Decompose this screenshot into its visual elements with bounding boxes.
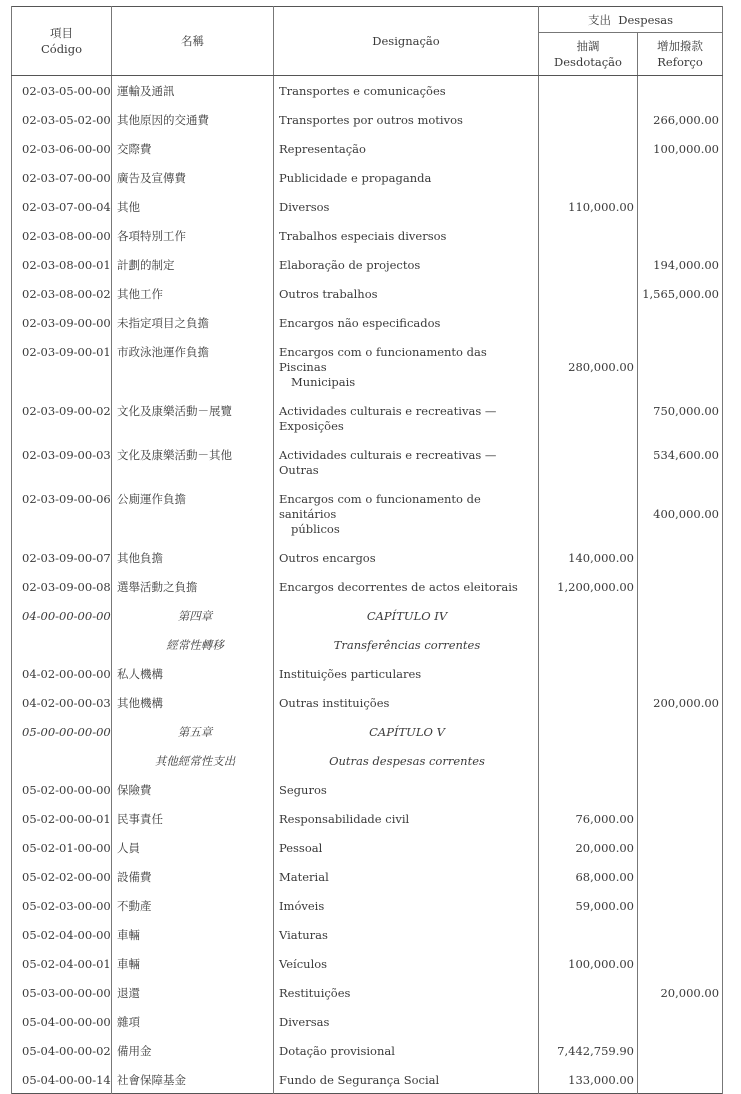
row-code: 05-02-04-00-01 xyxy=(12,948,112,977)
row-deduct xyxy=(539,832,638,861)
table-row xyxy=(12,832,723,861)
table-row xyxy=(12,278,723,307)
row-deduct xyxy=(539,133,638,162)
header-reinforce-zh: 增加撥款 xyxy=(657,39,703,53)
row-deduct-value: 280,000.00 xyxy=(568,360,634,374)
row-designation-text: Fundo de Segurança Social xyxy=(279,1073,440,1087)
row-code: 02-03-09-00-01 xyxy=(12,336,112,395)
table-row xyxy=(12,948,723,977)
row-reinforce xyxy=(638,687,723,716)
row-name-zh: 其他負擔 xyxy=(112,542,274,571)
row-deduct-value: 59,000.00 xyxy=(575,899,634,913)
row-designation-continued: Municipais xyxy=(291,375,356,389)
row-designation xyxy=(274,249,539,278)
header-code xyxy=(12,7,112,76)
row-designation-text: Seguros xyxy=(279,783,327,797)
row-designation xyxy=(274,133,539,162)
row-designation-text: Outras despesas correntes xyxy=(329,754,485,768)
row-name-zh: 車輛 xyxy=(112,919,274,948)
table-row xyxy=(12,483,723,542)
table-row xyxy=(12,395,723,439)
row-deduct-value: 100,000.00 xyxy=(568,957,634,971)
row-deduct xyxy=(539,162,638,191)
row-designation-continued: públicos xyxy=(291,522,340,536)
header-reinforce-pt: Reforço xyxy=(657,55,703,69)
row-designation xyxy=(274,104,539,133)
budget-table xyxy=(11,6,723,1094)
row-designation-text: Outros trabalhos xyxy=(279,287,378,301)
row-reinforce-value: 1,565,000.00 xyxy=(642,287,720,301)
row-designation-text: Viaturas xyxy=(279,928,328,942)
row-designation-text: Material xyxy=(279,870,329,884)
row-name-zh: 人員 xyxy=(112,832,274,861)
row-reinforce xyxy=(638,191,723,220)
row-code: 04-00-00-00-00 xyxy=(12,600,112,629)
row-reinforce xyxy=(638,395,723,439)
header-deduct xyxy=(539,33,638,76)
row-deduct-value: 7,442,759.90 xyxy=(557,1044,634,1058)
row-code: 02-03-08-00-01 xyxy=(12,249,112,278)
row-deduct xyxy=(539,861,638,890)
row-designation-text: Pessoal xyxy=(279,841,323,855)
row-designation xyxy=(274,162,539,191)
row-designation-text: Restituições xyxy=(279,986,351,1000)
row-name-zh: 文化及康樂活動－展覽 xyxy=(112,395,274,439)
table-heading-row xyxy=(12,716,723,745)
row-deduct xyxy=(539,571,638,600)
row-name-zh: 其他經常性支出 xyxy=(112,745,274,774)
row-deduct xyxy=(539,687,638,716)
table-row xyxy=(12,191,723,220)
row-deduct xyxy=(539,1006,638,1035)
row-reinforce-value: 750,000.00 xyxy=(653,404,720,418)
row-deduct xyxy=(539,395,638,439)
row-name-zh: 廣告及宣傳費 xyxy=(112,162,274,191)
row-designation xyxy=(274,716,539,745)
row-reinforce xyxy=(638,948,723,977)
row-reinforce xyxy=(638,658,723,687)
row-reinforce xyxy=(638,571,723,600)
header-name-zh: 名稱 xyxy=(112,7,274,76)
row-code: 05-04-00-00-14 xyxy=(12,1064,112,1094)
row-code: 05-02-00-00-01 xyxy=(12,803,112,832)
row-deduct xyxy=(539,977,638,1006)
row-designation xyxy=(274,687,539,716)
row-designation xyxy=(274,307,539,336)
row-name-zh: 私人機構 xyxy=(112,658,274,687)
row-deduct xyxy=(539,483,638,542)
row-deduct xyxy=(539,439,638,483)
row-reinforce xyxy=(638,600,723,629)
row-name-zh: 文化及康樂活動－其他 xyxy=(112,439,274,483)
table-row xyxy=(12,76,723,105)
row-designation-text: Transportes por outros motivos xyxy=(279,113,463,127)
row-reinforce-value: 534,600.00 xyxy=(653,448,720,462)
row-deduct-value: 20,000.00 xyxy=(575,841,634,855)
row-deduct xyxy=(539,1064,638,1094)
row-name-zh: 運輸及通訊 xyxy=(112,76,274,105)
row-deduct xyxy=(539,76,638,105)
row-reinforce-value: 400,000.00 xyxy=(653,507,720,521)
row-designation xyxy=(274,890,539,919)
row-code: 02-03-09-00-06 xyxy=(12,483,112,542)
row-name-zh: 保險費 xyxy=(112,774,274,803)
table-body xyxy=(12,76,723,1094)
row-name-zh: 其他工作 xyxy=(112,278,274,307)
header-deduct-pt: Desdotação xyxy=(554,55,622,69)
row-name-zh: 選舉活動之負擔 xyxy=(112,571,274,600)
row-designation xyxy=(274,803,539,832)
row-designation xyxy=(274,745,539,774)
row-code: 05-02-02-00-00 xyxy=(12,861,112,890)
row-reinforce xyxy=(638,629,723,658)
row-deduct xyxy=(539,745,638,774)
row-reinforce xyxy=(638,716,723,745)
row-code: 02-03-06-00-00 xyxy=(12,133,112,162)
row-reinforce xyxy=(638,861,723,890)
header-code-zh: 項目 xyxy=(50,26,73,40)
row-deduct-value: 68,000.00 xyxy=(575,870,634,884)
row-deduct xyxy=(539,307,638,336)
row-designation xyxy=(274,1064,539,1094)
row-name-zh: 設備費 xyxy=(112,861,274,890)
row-reinforce xyxy=(638,307,723,336)
row-reinforce xyxy=(638,104,723,133)
row-code: 02-03-05-02-00 xyxy=(12,104,112,133)
table-row xyxy=(12,220,723,249)
row-designation-text: Dotação provisional xyxy=(279,1044,395,1058)
row-code: 04-02-00-00-00 xyxy=(12,658,112,687)
row-deduct xyxy=(539,716,638,745)
row-code: 05-04-00-00-02 xyxy=(12,1035,112,1064)
row-deduct xyxy=(539,658,638,687)
row-reinforce-value: 100,000.00 xyxy=(653,142,720,156)
row-code: 02-03-07-00-04 xyxy=(12,191,112,220)
budget-table-container xyxy=(11,6,721,1094)
row-designation xyxy=(274,919,539,948)
row-name-zh: 計劃的制定 xyxy=(112,249,274,278)
row-reinforce-value: 266,000.00 xyxy=(653,113,720,127)
row-designation xyxy=(274,832,539,861)
row-name-zh: 雜項 xyxy=(112,1006,274,1035)
row-deduct xyxy=(539,890,638,919)
row-deduct xyxy=(539,542,638,571)
row-name-zh: 不動產 xyxy=(112,890,274,919)
row-name-zh: 其他機構 xyxy=(112,687,274,716)
row-name-zh: 車輛 xyxy=(112,948,274,977)
row-reinforce-value: 194,000.00 xyxy=(653,258,720,272)
row-code: 05-02-00-00-00 xyxy=(12,774,112,803)
row-name-zh: 經常性轉移 xyxy=(112,629,274,658)
row-deduct xyxy=(539,600,638,629)
row-name-zh: 民事責任 xyxy=(112,803,274,832)
row-reinforce xyxy=(638,542,723,571)
header-code-pt: Código xyxy=(40,42,83,56)
row-designation-text: Representação xyxy=(279,142,366,156)
row-designation xyxy=(274,439,539,483)
row-designation xyxy=(274,542,539,571)
row-deduct xyxy=(539,774,638,803)
row-reinforce xyxy=(638,133,723,162)
row-name-zh: 第五章 xyxy=(112,716,274,745)
row-designation-text: Diversas xyxy=(279,1015,330,1029)
row-designation xyxy=(274,76,539,105)
row-designation-text: CAPÍTULO V xyxy=(369,725,445,739)
row-reinforce xyxy=(638,1064,723,1094)
row-designation-text: Encargos com o funcionamento de sanitários xyxy=(279,492,481,521)
row-code: 02-03-09-00-07 xyxy=(12,542,112,571)
table-heading-row xyxy=(12,745,723,774)
row-reinforce xyxy=(638,890,723,919)
row-designation-text: Elaboração de projectos xyxy=(279,258,421,272)
row-reinforce xyxy=(638,774,723,803)
row-name-zh: 其他原因的交通費 xyxy=(112,104,274,133)
table-row xyxy=(12,162,723,191)
row-reinforce xyxy=(638,162,723,191)
row-designation xyxy=(274,948,539,977)
row-reinforce xyxy=(638,76,723,105)
table-row xyxy=(12,890,723,919)
row-designation xyxy=(274,191,539,220)
row-reinforce xyxy=(638,278,723,307)
row-code: 02-03-09-00-02 xyxy=(12,395,112,439)
row-name-zh: 未指定項目之負擔 xyxy=(112,307,274,336)
row-name-zh: 社會保障基金 xyxy=(112,1064,274,1094)
row-code: 05-02-01-00-00 xyxy=(12,832,112,861)
row-code xyxy=(12,629,112,658)
row-deduct-value: 140,000.00 xyxy=(568,551,634,565)
table-row xyxy=(12,336,723,395)
row-deduct xyxy=(539,919,638,948)
row-reinforce xyxy=(638,336,723,395)
row-designation xyxy=(274,600,539,629)
row-reinforce xyxy=(638,1006,723,1035)
table-header xyxy=(12,7,723,76)
header-deduct-zh: 抽調 xyxy=(576,39,600,53)
table-row xyxy=(12,307,723,336)
row-deduct-value: 1,200,000.00 xyxy=(557,580,634,594)
row-code: 02-03-09-00-00 xyxy=(12,307,112,336)
row-code: 05-03-00-00-00 xyxy=(12,977,112,1006)
header-reinforce xyxy=(638,33,723,76)
table-heading-row xyxy=(12,629,723,658)
row-designation xyxy=(274,336,539,395)
row-name-zh: 備用金 xyxy=(112,1035,274,1064)
row-designation-text: Outros encargos xyxy=(279,551,376,565)
row-code: 02-03-09-00-08 xyxy=(12,571,112,600)
table-row xyxy=(12,1035,723,1064)
row-designation-text: Publicidade e propaganda xyxy=(279,171,432,185)
row-deduct xyxy=(539,948,638,977)
row-code: 05-02-03-00-00 xyxy=(12,890,112,919)
table-row xyxy=(12,1006,723,1035)
row-designation-text: Outras instituições xyxy=(279,696,390,710)
row-name-zh: 公廁運作負擔 xyxy=(112,483,274,542)
row-designation-text: Instituições particulares xyxy=(279,667,422,681)
row-designation xyxy=(274,977,539,1006)
row-designation xyxy=(274,774,539,803)
header-designation: Designação xyxy=(274,7,539,76)
row-reinforce xyxy=(638,745,723,774)
row-designation-text: Actividades culturais e recreativas — Exposições xyxy=(279,404,497,433)
row-designation xyxy=(274,861,539,890)
row-designation xyxy=(274,483,539,542)
table-row xyxy=(12,1064,723,1094)
row-designation xyxy=(274,1035,539,1064)
table-heading-row xyxy=(12,600,723,629)
row-designation xyxy=(274,278,539,307)
row-name-zh: 交際費 xyxy=(112,133,274,162)
row-code: 05-04-00-00-00 xyxy=(12,1006,112,1035)
row-name-zh: 其他 xyxy=(112,191,274,220)
row-deduct-value: 133,000.00 xyxy=(568,1073,634,1087)
header-expenses: 支出 Despesas xyxy=(539,7,723,33)
row-designation-text: CAPÍTULO IV xyxy=(366,609,448,623)
row-name-zh: 第四章 xyxy=(112,600,274,629)
row-code: 02-03-07-00-00 xyxy=(12,162,112,191)
row-deduct xyxy=(539,191,638,220)
row-designation-text: Encargos com o funcionamento das Piscinas xyxy=(279,345,487,374)
row-name-zh: 市政泳池運作負擔 xyxy=(112,336,274,395)
row-designation xyxy=(274,658,539,687)
row-designation xyxy=(274,220,539,249)
row-designation-text: Encargos decorrentes de actos eleitorais xyxy=(279,580,518,594)
row-code: 02-03-08-00-00 xyxy=(12,220,112,249)
row-designation-text: Actividades culturais e recreativas — Outras xyxy=(279,448,497,477)
row-designation xyxy=(274,1006,539,1035)
row-deduct xyxy=(539,629,638,658)
table-row xyxy=(12,249,723,278)
row-designation-text: Trabalhos especiais diversos xyxy=(279,229,447,243)
row-reinforce xyxy=(638,977,723,1006)
row-deduct xyxy=(539,278,638,307)
table-row xyxy=(12,133,723,162)
row-reinforce xyxy=(638,919,723,948)
row-code: 02-03-05-00-00 xyxy=(12,76,112,105)
row-code: 02-03-09-00-03 xyxy=(12,439,112,483)
table-row xyxy=(12,977,723,1006)
table-row xyxy=(12,803,723,832)
table-row xyxy=(12,919,723,948)
row-deduct xyxy=(539,803,638,832)
row-code: 05-02-04-00-00 xyxy=(12,919,112,948)
row-deduct xyxy=(539,104,638,133)
row-reinforce-value: 20,000.00 xyxy=(660,986,720,1000)
row-designation-text: Transportes e comunicações xyxy=(279,84,446,98)
row-deduct-value: 110,000.00 xyxy=(568,200,634,214)
row-reinforce xyxy=(638,220,723,249)
row-designation-text: Transferências correntes xyxy=(333,638,481,652)
row-deduct xyxy=(539,220,638,249)
row-designation-text: Veículos xyxy=(279,957,328,971)
table-row xyxy=(12,658,723,687)
row-code xyxy=(12,745,112,774)
row-code: 02-03-08-00-02 xyxy=(12,278,112,307)
row-name-zh: 各項特別工作 xyxy=(112,220,274,249)
table-row xyxy=(12,542,723,571)
row-code: 04-02-00-00-03 xyxy=(12,687,112,716)
row-designation-text: Responsabilidade civil xyxy=(279,812,410,826)
row-designation-text: Diversos xyxy=(279,200,330,214)
row-designation xyxy=(274,395,539,439)
row-deduct-value: 76,000.00 xyxy=(575,812,634,826)
row-reinforce xyxy=(638,439,723,483)
table-row xyxy=(12,571,723,600)
row-reinforce xyxy=(638,832,723,861)
row-reinforce xyxy=(638,1035,723,1064)
row-deduct xyxy=(539,249,638,278)
row-designation-text: Encargos não especificados xyxy=(279,316,441,330)
row-code: 05-00-00-00-00 xyxy=(12,716,112,745)
table-row xyxy=(12,861,723,890)
row-deduct xyxy=(539,1035,638,1064)
row-reinforce xyxy=(638,483,723,542)
table-row xyxy=(12,687,723,716)
row-designation xyxy=(274,629,539,658)
table-row xyxy=(12,774,723,803)
row-designation xyxy=(274,571,539,600)
row-deduct xyxy=(539,336,638,395)
table-row xyxy=(12,104,723,133)
row-designation-text: Imóveis xyxy=(279,899,325,913)
row-reinforce-value: 200,000.00 xyxy=(653,696,720,710)
row-reinforce xyxy=(638,249,723,278)
row-name-zh: 退還 xyxy=(112,977,274,1006)
table-row xyxy=(12,439,723,483)
row-reinforce xyxy=(638,803,723,832)
